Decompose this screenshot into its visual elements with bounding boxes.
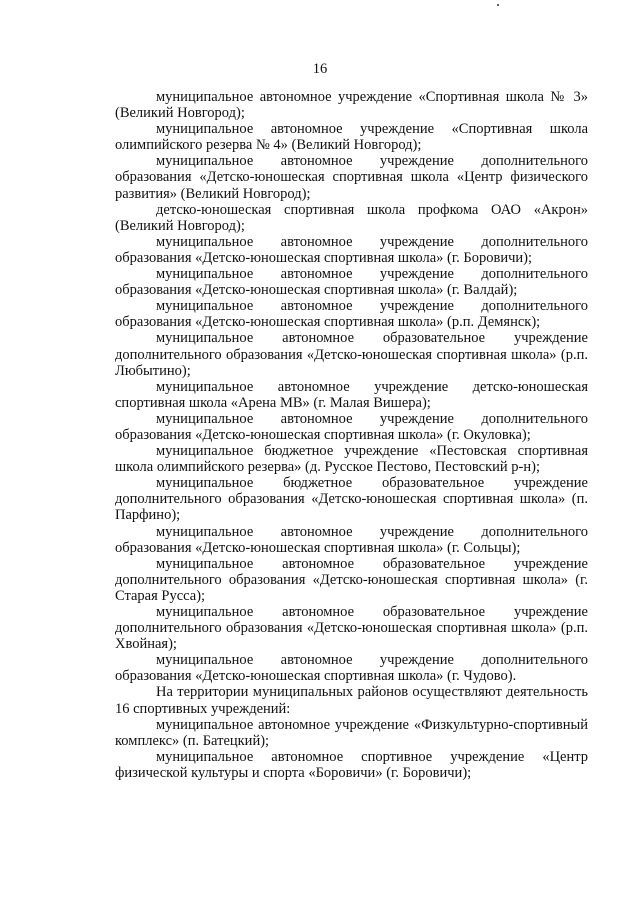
scan-speck bbox=[497, 4, 499, 6]
paragraph: муниципальное автономное учреждение дополнительного образования «Детско-юношеская спортивная школа» (г. Сольцы); bbox=[115, 523, 588, 556]
paragraph: муниципальное автономное учреждение дополнительного образования «Детско-юношеская спортивная школа» (г. Чудово). bbox=[115, 652, 588, 685]
paragraph: муниципальное бюджетное учреждение «Пестовская спортивная школа олимпийского резерва» (д. Русское Пестово, Пестовский р-н); bbox=[115, 443, 588, 476]
page-number: 16 bbox=[312, 61, 328, 77]
paragraph: муниципальное автономное учреждение дополнительного образования «Детско-юношеская спортивная школа» (р.п. Демянск); bbox=[115, 298, 588, 331]
paragraph: детско-юношеская спортивная школа профкома ОАО «Акрон» (Великий Новгород); bbox=[115, 201, 588, 234]
paragraph: муниципальное автономное учреждение «Физкультурно-спортивный комплекс» (п. Батецкий); bbox=[115, 716, 588, 749]
paragraph: муниципальное автономное учреждение дополнительного образования «Детско-юношеская спортивная школа» (г. Валдай); bbox=[115, 266, 588, 299]
paragraph: муниципальное автономное учреждение дополнительного образования «Детско-юношеская спортивная школа» (г. Окуловка); bbox=[115, 410, 588, 443]
paragraph: муниципальное автономное образовательное учреждение дополнительного образования «Детско-юношеская спортивная школа» (р.п. Любытино); bbox=[115, 330, 588, 379]
paragraph: муниципальное автономное учреждение «Спортивная школа № 3» (Великий Новгород); bbox=[115, 89, 588, 122]
paragraph: муниципальное автономное учреждение дополнительного образования «Детско-юношеская спортивная школа» (г. Боровичи); bbox=[115, 233, 588, 266]
paragraph: муниципальное бюджетное образовательное учреждение дополнительного образования «Детско-юношеская спортивная школа» (п. Парфино); bbox=[115, 475, 588, 524]
paragraph: муниципальное автономное учреждение дополнительного образования «Детско-юношеская спортивная школа «Центр физического развития» (Великий Новгород); bbox=[115, 153, 588, 202]
paragraph: муниципальное автономное учреждение «Спортивная школа олимпийского резерва № 4» (Великий Новгород); bbox=[115, 121, 588, 154]
paragraph: На территории муниципальных районов осуществляют деятельность 16 спортивных учреждений: bbox=[115, 684, 588, 717]
paragraph: муниципальное автономное образовательное учреждение дополнительного образования «Детско-юношеская спортивная школа» (р.п. Хвойная); bbox=[115, 604, 588, 653]
paragraph: муниципальное автономное образовательное учреждение дополнительного образования «Детско-юношеская спортивная школа» (г. Старая Русса); bbox=[115, 555, 588, 604]
document-body bbox=[115, 89, 588, 781]
paragraph: муниципальное автономное учреждение детско-юношеская спортивная школа «Арена МВ» (г. Малая Вишера); bbox=[115, 378, 588, 411]
paragraph: муниципальное автономное спортивное учреждение «Центр физической культуры и спорта «Боровичи» (г. Боровичи); bbox=[115, 748, 588, 781]
